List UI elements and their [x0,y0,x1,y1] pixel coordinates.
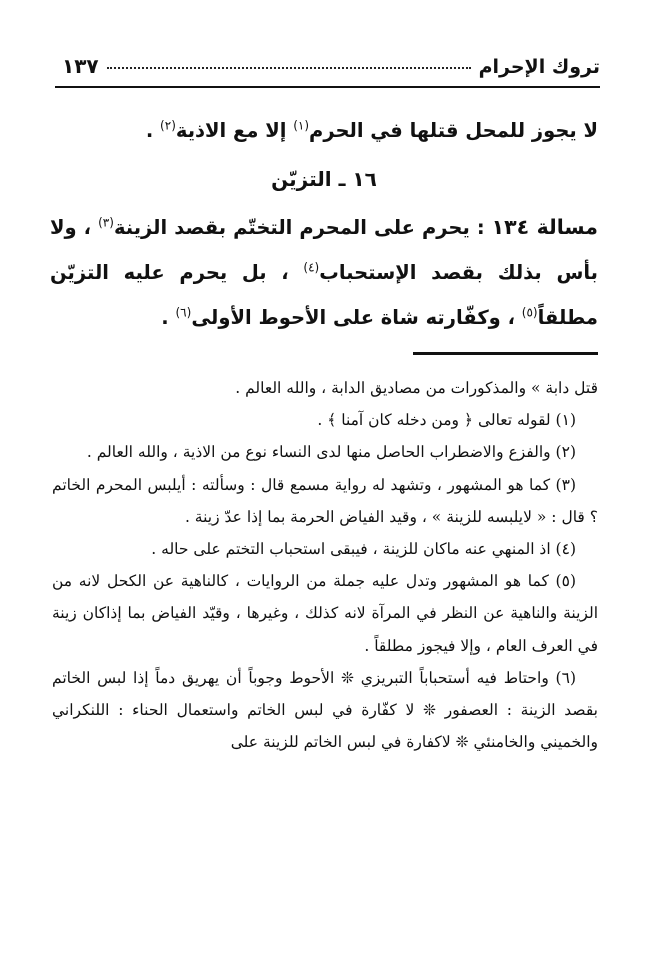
footnote-ref-3: (٣) [98,215,114,230]
footnote-ref-1: (١) [293,118,310,133]
section-heading: ١٦ ـ التزيّن [271,167,377,191]
footnote-3: (٣) كما هو المشهور ، وتشهد له رواية مسمع قال : وسألته : أيلبس المحرم الخاتم ؟ قال : « لايلبسه للزينة » ، وقيد الفياض الحرمة بما إذا عدّ زينة . [52,475,598,526]
footnote-ref-4: (٤) [303,260,320,275]
footnote-4: (٤) اذ المنهي عنه ماكان للزينة ، فيبقى استحباب التختم على حاله . [151,540,576,559]
footnote-ref-5: (٥) [521,305,538,320]
page-number: ١٣٧ [62,54,99,78]
paragraph-masala-134: مسالة ١٣٤ : يحرم على المحرم التختّم بقصد الزينة$^{(٣)}$ ، ولا بأس بذلك بقصد الإستحباب$^{(٤)}$ ، بل يحرم عليه التزيّن مطلقاً$^{(٥)}$ ، وكفّارته شاة على الأحوط الأولى$^{(٦)}$ . [50,215,598,329]
header-rule [55,86,600,88]
footnote-ref-2: (٢) [160,118,176,133]
paragraph-killing-in-haram: لا يجوز للمحل قتلها في الحرم$^{(١)}$ إلا مع الاذية$^{(٢)}$ . [145,118,598,142]
masala-label: مسالة ١٣٤ [491,215,598,239]
footnote-2: (٢) والفزع والاضطراب الحاصل منها لدى النساء نوع من الاذية ، والله العالم . [86,443,576,462]
footnote-1: (١) لقوله تعالى ﴿ ومن دخله كان آمنا ﴾ . [317,411,576,430]
main-text [50,108,598,340]
chapter-title: تروك الإحرام [478,56,600,78]
footnote-separator [413,352,598,355]
footnote-6: (٦) واحتاط فيه أستحباباً التبريزي ❊ الأحوط وجوباً أن يهريق دماً إذا لبس الخاتم بقصد الزينة : العصفور ❊ لا كفّارة في لبس الخاتم واستعمال الحناء : اللنكراني والخميني والخامنئي ❊ لاكفارة في لبس الخاتم للزينة على [52,668,598,752]
footnotes [52,372,598,758]
running-header [62,54,600,78]
footnote-ref-6: (٦) [175,305,192,320]
footnote-continuation: قتل دابة » والمذكورات من مصاديق الدابة ، والله العالم . [235,379,598,397]
footnote-5: (٥) كما هو المشهور وتدل عليه جملة من الروايات ، كالناهية عن الكحل لانه من الزينة والناهية عن النظر في المرآة لانه كذلك ، وغيرها ، وقيّد الفياض بما إذاكان زينة في العرف العام ، وإلا فيجوز مطلقاً . [52,572,598,655]
header-dot-leader [107,67,471,69]
